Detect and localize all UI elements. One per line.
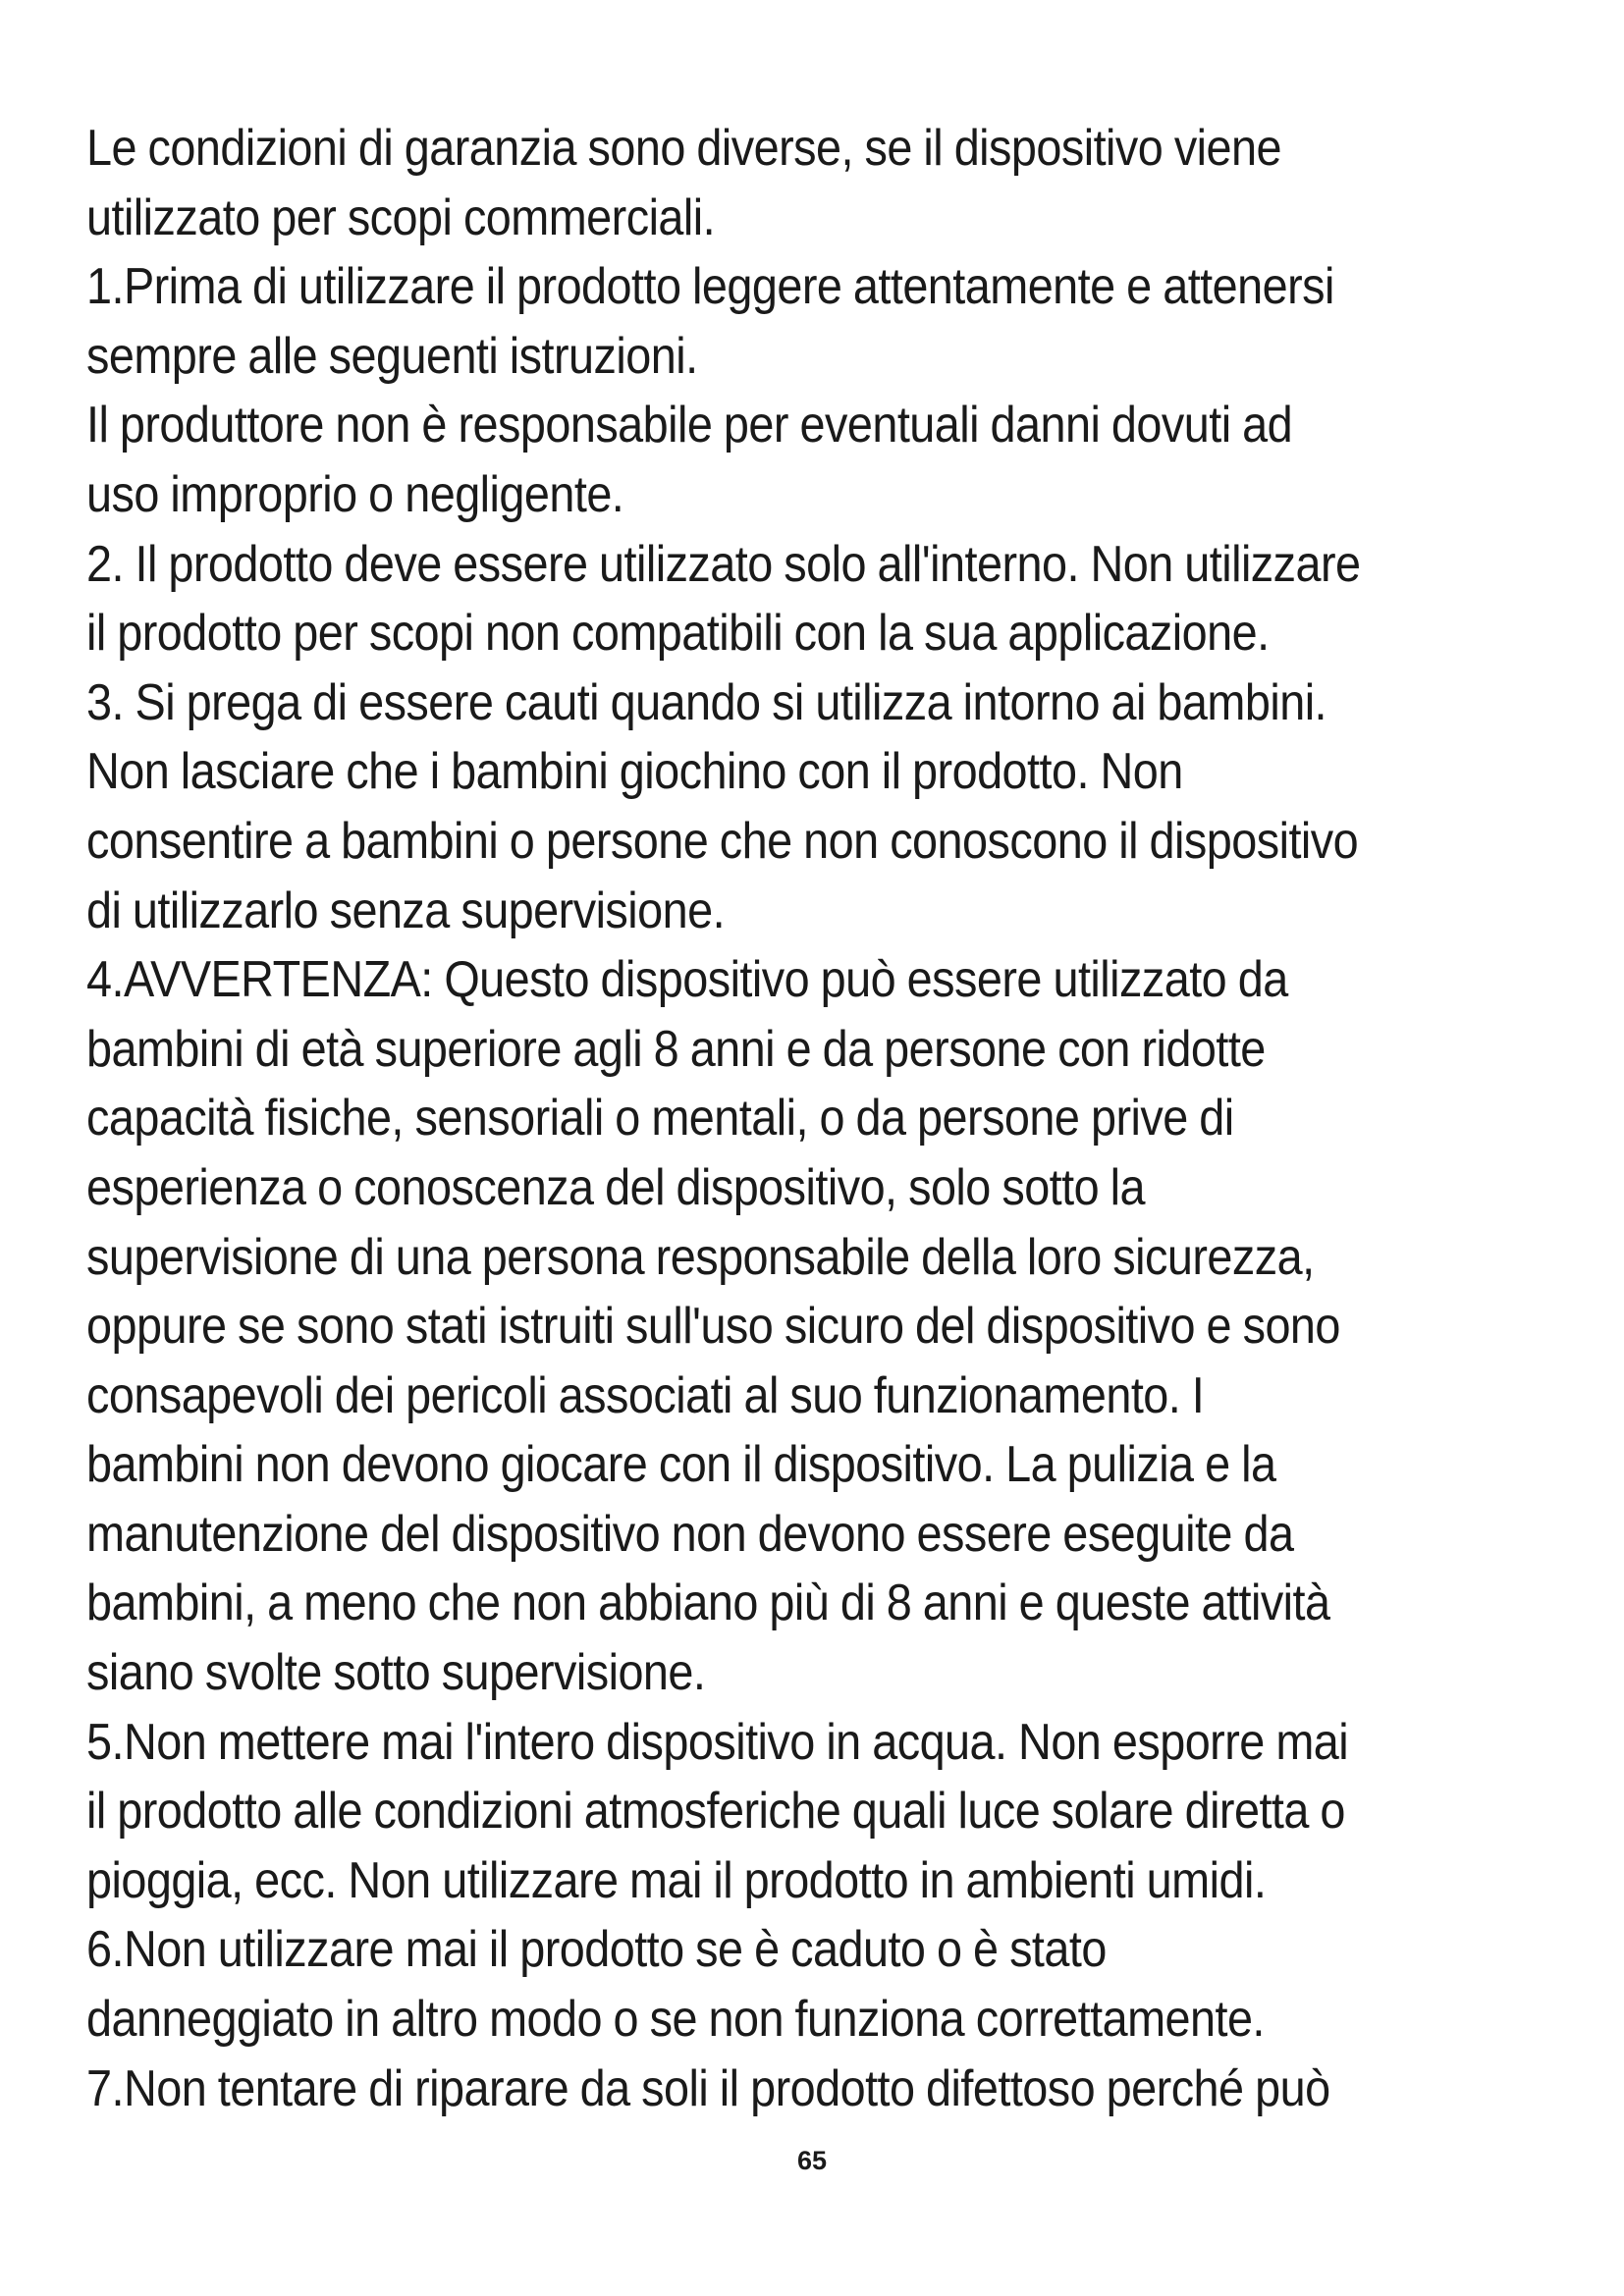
text-line: il prodotto alle condizioni atmosferiche quali luce solare diretta o (86, 1783, 1345, 1841)
text-line: 2. Il prodotto deve essere utilizzato solo all'interno. Non utilizzare (86, 535, 1361, 593)
text-line: 1.Prima di utilizzare il prodotto leggere attentamente e attenersi (86, 258, 1334, 316)
paragraph-intro (86, 114, 1562, 252)
text-line: pioggia, ecc. Non utilizzare mai il prodotto in ambienti umidi. (86, 1851, 1267, 1909)
text-line: manutenzione del dispositivo non devono essere eseguite da (86, 1505, 1294, 1563)
text-line: oppure se sono stati istruiti sull'uso sicuro del dispositivo e sono (86, 1298, 1340, 1356)
text-line: utilizzato per scopi commerciali. (86, 188, 716, 246)
text-line: capacità fisiche, sensoriali o mentali, o da persone prive di (86, 1090, 1234, 1148)
paragraph-item-2 (86, 530, 1562, 668)
text-line: siano svolte sotto supervisione. (86, 1644, 706, 1702)
text-line: 7.Non tentare di riparare da soli il prodotto difettoso perché può (86, 2059, 1330, 2117)
text-line: bambini non devono giocare con il dispositivo. La pulizia e la (86, 1436, 1276, 1494)
paragraph-item-3 (86, 668, 1562, 945)
text-line: di utilizzarlo senza supervisione. (86, 881, 726, 939)
text-line: 4.AVVERTENZA: Questo dispositivo può essere utilizzato da (86, 951, 1288, 1009)
text-line: il prodotto per scopi non compatibili con la sua applicazione. (86, 605, 1270, 663)
text-line: Non lasciare che i bambini giochino con il prodotto. Non (86, 743, 1183, 801)
paragraph-item-1 (86, 252, 1562, 391)
text-line: bambini, a meno che non abbiano più di 8 anni e queste attività (86, 1575, 1330, 1632)
text-line: 5.Non mettere mai l'intero dispositivo in acqua. Non esporre mai (86, 1713, 1349, 1771)
text-line: sempre alle seguenti istruzioni. (86, 327, 698, 385)
text-line: danneggiato in altro modo o se non funziona correttamente. (86, 1991, 1265, 2049)
page-number: 65 (796, 2146, 828, 2175)
text-line: 3. Si prega di essere cauti quando si utilizza intorno ai bambini. (86, 673, 1327, 731)
paragraph-item-7 (86, 2055, 1562, 2124)
paragraph-item-6 (86, 1915, 1562, 2054)
text-line: bambini di età superiore agli 8 anni e da persone con ridotte (86, 1020, 1266, 1078)
text-line: consapevoli dei pericoli associati al suo funzionamento. I (86, 1366, 1205, 1424)
paragraph-item-5 (86, 1708, 1562, 1916)
body-text (86, 114, 1562, 2123)
text-line: Il produttore non è responsabile per eventuali danni dovuti ad (86, 397, 1293, 454)
text-line: Le condizioni di garanzia sono diverse, se il dispositivo viene (86, 120, 1282, 177)
text-line: consentire a bambini o persone che non conoscono il dispositivo (86, 812, 1359, 870)
paragraph-item-1-note (86, 391, 1562, 529)
paragraph-item-4 (86, 945, 1562, 1708)
text-line: supervisione di una persona responsabile della loro sicurezza, (86, 1228, 1315, 1286)
text-line: esperienza o conoscenza del dispositivo, solo sotto la (86, 1158, 1146, 1216)
text-line: 6.Non utilizzare mai il prodotto se è caduto o è stato (86, 1921, 1107, 1979)
text-line: uso improprio o negligente. (86, 465, 624, 523)
